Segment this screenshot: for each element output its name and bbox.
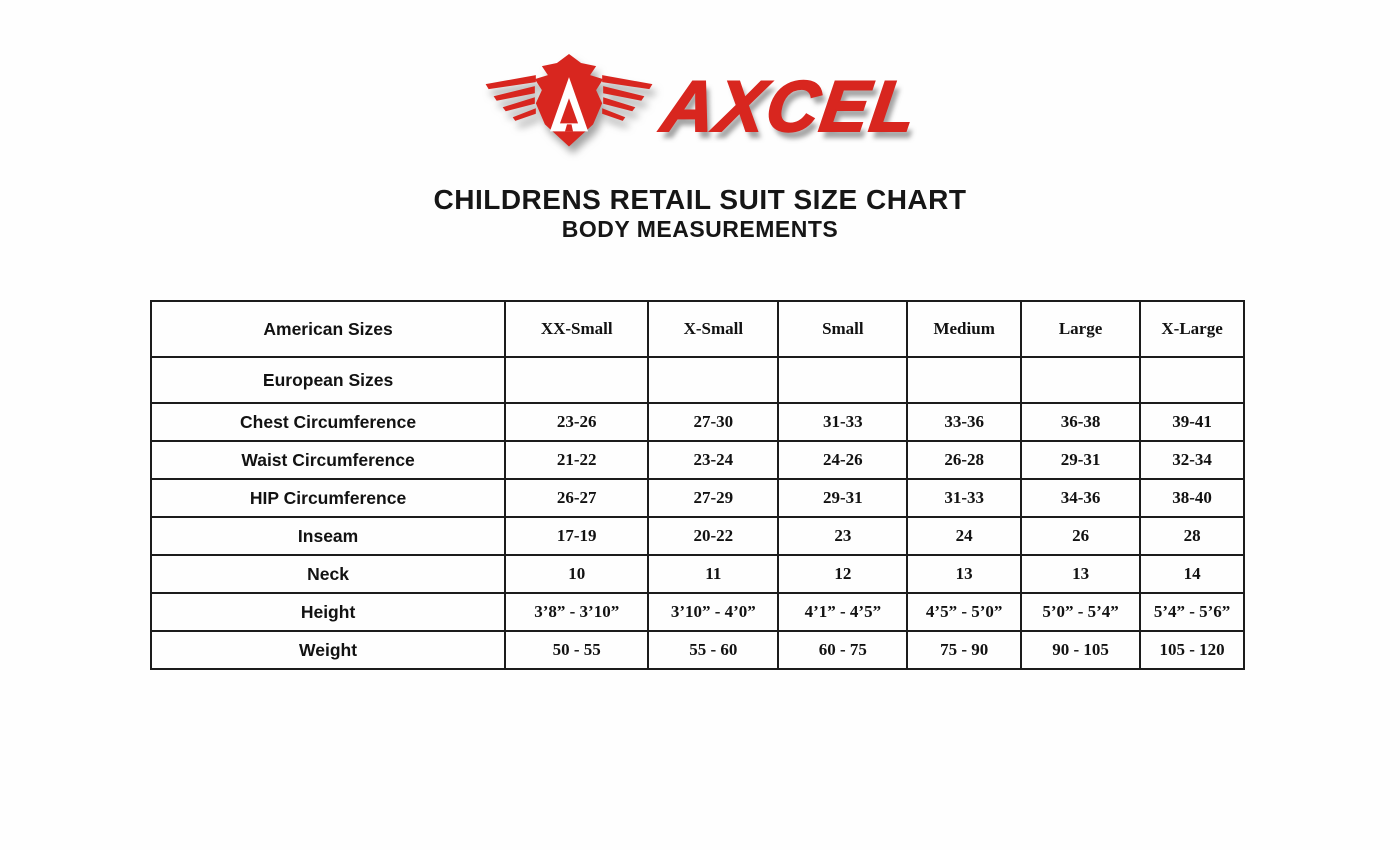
table-row [151,517,1244,555]
logo [0,50,1400,158]
axcel-wordmark: AXCEL [657,67,923,147]
table-row [151,403,1244,441]
table-cell: 23-24 [648,441,778,479]
page-subtitle: BODY MEASUREMENTS [561,216,839,242]
row-label: HIP Circumference [151,479,505,517]
table-cell: 29-31 [1021,441,1140,479]
table-cell: 3’8” - 3’10” [505,593,648,631]
table-cell: 29-31 [778,479,907,517]
table-cell: 33-36 [907,403,1021,441]
table-cell: 31-33 [907,479,1021,517]
table-cell: 12 [778,555,907,593]
table-cell: 14 [1140,555,1244,593]
table-header-row [151,301,1244,357]
table-cell: 23 [778,517,907,555]
table-cell: 3’10” - 4’0” [648,593,778,631]
table-cell: 13 [1021,555,1140,593]
winged-shield-a-icon [483,50,655,158]
table-cell: 21-22 [505,441,648,479]
table-cell: 55 - 60 [648,631,778,669]
table-row [151,357,1244,403]
page-title: CHILDRENS RETAIL SUIT SIZE CHART [433,184,967,215]
table-cell [778,357,907,403]
table-cell [1021,357,1140,403]
table-cell: 24 [907,517,1021,555]
table-cell: 34-36 [1021,479,1140,517]
table-cell: 24-26 [778,441,907,479]
table-cell: 31-33 [778,403,907,441]
table-cell: 13 [907,555,1021,593]
table-cell: 26-28 [907,441,1021,479]
table-cell [648,357,778,403]
row-label: Weight [151,631,505,669]
table-row [151,631,1244,669]
table-cell: 27-29 [648,479,778,517]
size-column-header: X-Large [1140,301,1244,357]
table-cell: 38-40 [1140,479,1244,517]
table-cell: 10 [505,555,648,593]
table-cell: 20-22 [648,517,778,555]
table-row [151,593,1244,631]
table-cell: 50 - 55 [505,631,648,669]
table-cell: 36-38 [1021,403,1140,441]
row-label: Waist Circumference [151,441,505,479]
row-label: Neck [151,555,505,593]
table-cell: 4’1” - 4’5” [778,593,907,631]
size-column-header: XX-Small [505,301,648,357]
size-column-header: X-Small [648,301,778,357]
table-row [151,555,1244,593]
row-label: European Sizes [151,357,505,403]
row-label: Inseam [151,517,505,555]
table-cell: 105 - 120 [1140,631,1244,669]
table-cell: 5’0” - 5’4” [1021,593,1140,631]
table-cell: 27-30 [648,403,778,441]
table-row [151,479,1244,517]
row-label: Height [151,593,505,631]
row-label-column-header: American Sizes [151,301,505,357]
table-cell: 11 [648,555,778,593]
table-cell: 32-34 [1140,441,1244,479]
table-row [151,441,1244,479]
size-column-header: Small [778,301,907,357]
table-cell [1140,357,1244,403]
size-chart-table [150,300,1245,670]
table-cell: 39-41 [1140,403,1244,441]
table-cell: 26 [1021,517,1140,555]
size-column-header: Large [1021,301,1140,357]
size-column-header: Medium [907,301,1021,357]
table-cell: 75 - 90 [907,631,1021,669]
table-cell: 23-26 [505,403,648,441]
table-cell: 26-27 [505,479,648,517]
table-cell: 60 - 75 [778,631,907,669]
table-cell: 17-19 [505,517,648,555]
table-cell: 90 - 105 [1021,631,1140,669]
row-label: Chest Circumference [151,403,505,441]
table-cell [505,357,648,403]
table-cell: 4’5” - 5’0” [907,593,1021,631]
table-cell: 28 [1140,517,1244,555]
table-cell [907,357,1021,403]
table-cell: 5’4” - 5’6” [1140,593,1244,631]
